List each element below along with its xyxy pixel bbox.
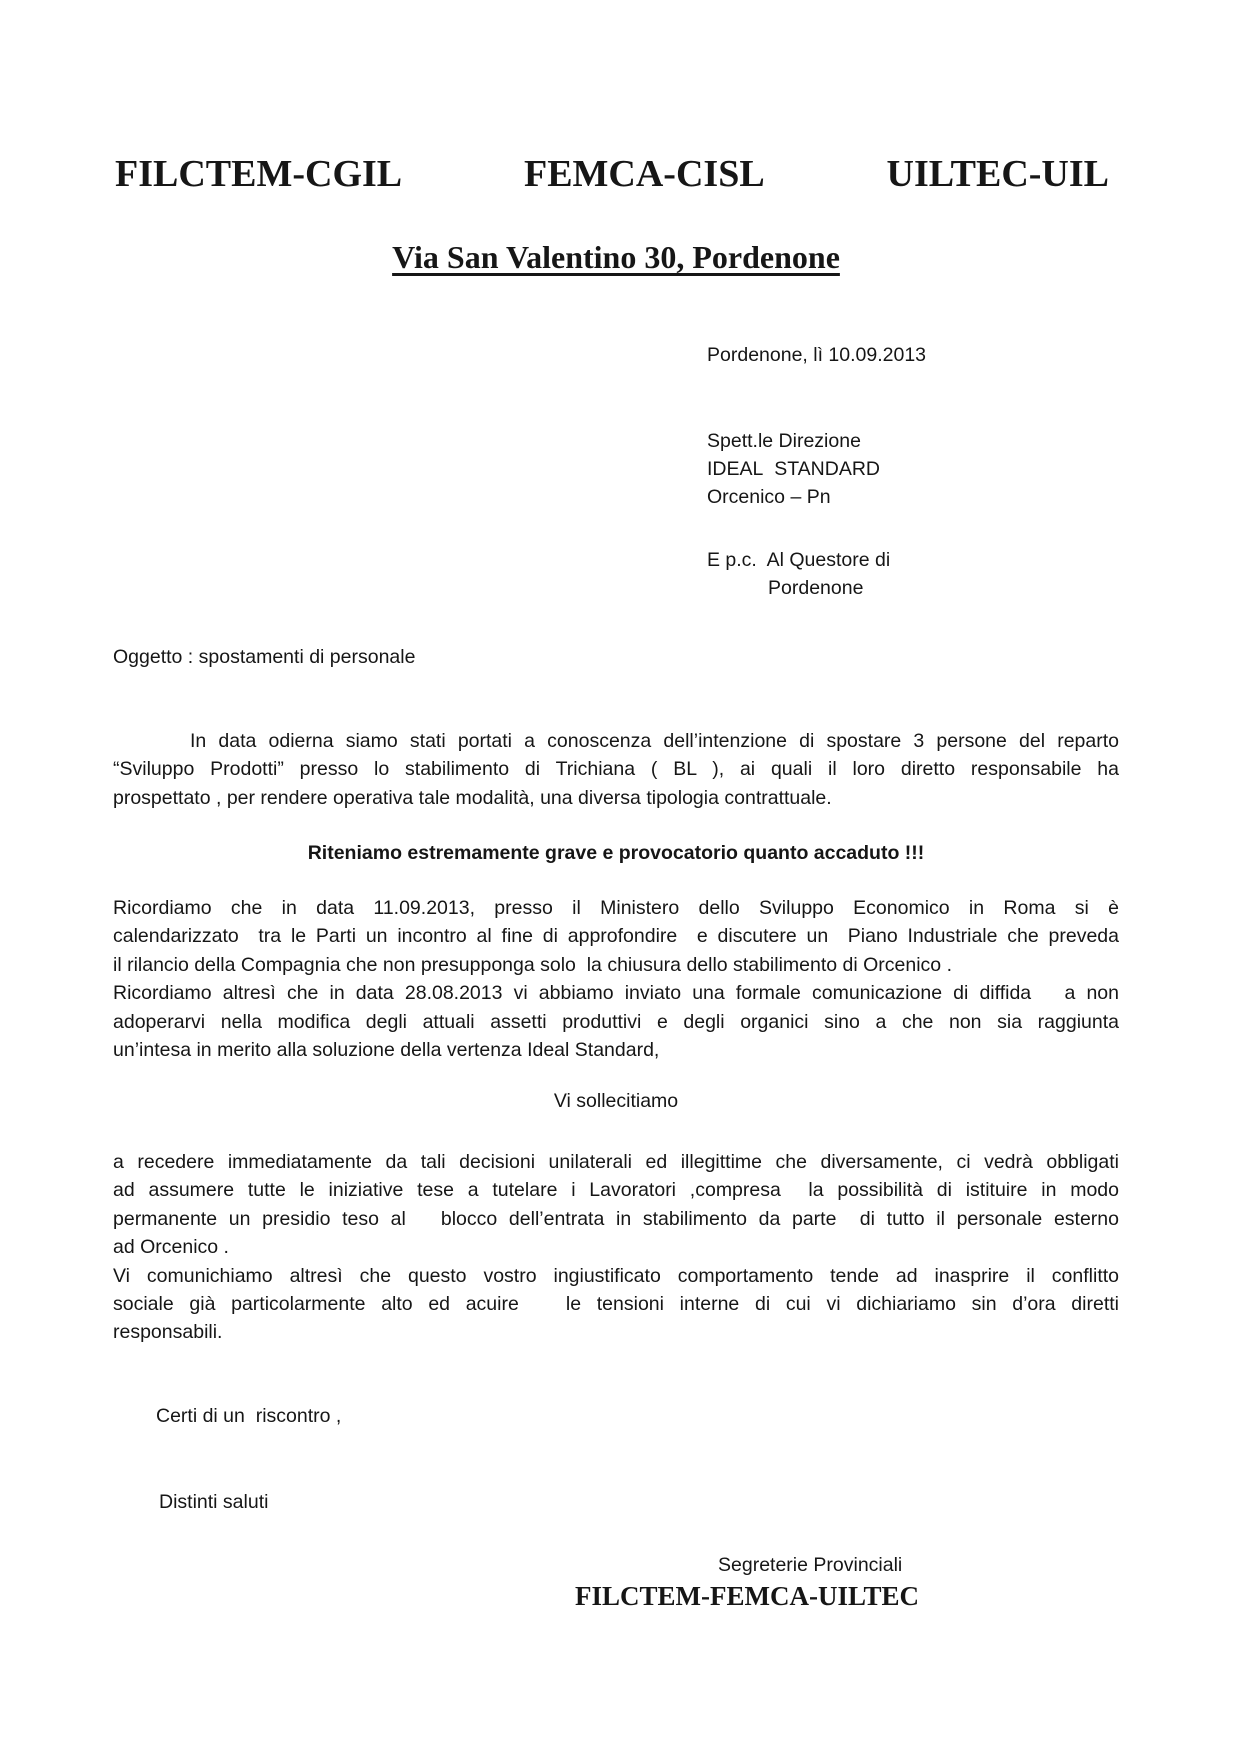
paragraph-1 — [113, 727, 1119, 812]
union-name-filctem-cgil: FILCTEM-CGIL — [115, 153, 403, 195]
cc-line-1: E p.c. Al Questore di — [707, 549, 891, 571]
cc-line-2: Pordenone — [768, 577, 864, 600]
paragraph-3-line: sociale già particolarmente alto ed acuire le tensioni interne di cui vi dichiariamo sin d’ora diretti — [113, 1293, 1119, 1316]
union-name-femca-cisl: FEMCA-CISL — [524, 153, 765, 195]
paragraph-3-line: permanente un presidio teso al blocco dell’entrata in stabilimento da parte di tutto il personale esterno — [113, 1207, 1119, 1230]
recipient-line-1: Spett.le Direzione — [707, 430, 861, 452]
paragraph-3 — [113, 1148, 1119, 1347]
paragraph-3-line: responsabili. — [113, 1321, 223, 1344]
paragraph-3-line: a recedere immediatamente da tali decisioni unilaterali ed illegittime che diversamente, ci vedrà obbligati — [113, 1151, 1119, 1173]
paragraph-3-line: Vi comunichiamo altresì che questo vostro ingiustificato comportamento tende ad inasprire il conflitto — [113, 1264, 1119, 1287]
paragraph-2-line: il rilancio della Compagnia che non presupponga solo la chiusura dello stabilimento di Orcenico . — [113, 953, 952, 976]
signature-organization: FILCTEM-FEMCA-UILTEC — [575, 1581, 920, 1611]
paragraph-2-line: Ricordiamo che in data 11.09.2013, presso il Ministero dello Sviluppo Economico in Roma si è — [113, 897, 1119, 919]
paragraph-3-line: ad Orcenico . — [113, 1236, 229, 1259]
cc-block — [707, 546, 890, 602]
signature-role: Segreterie Provinciali — [718, 1554, 903, 1576]
dateline: Pordenone, lì 10.09.2013 — [707, 344, 927, 366]
closing-line-saluti: Distinti saluti — [159, 1491, 269, 1513]
paragraph-3-line: ad assumere tutte le iniziative tese a tutelare i Lavoratori ,compresa la possibilità di istituire in modo — [113, 1179, 1119, 1202]
union-name-uiltec-uil: UILTEC-UIL — [886, 153, 1109, 195]
paragraph-2-line: un’intesa in merito alla soluzione della vertenza Ideal Standard, — [113, 1039, 660, 1062]
paragraph-2-line: Ricordiamo altresì che in data 28.08.2013 vi abbiamo inviato una formale comunicazione di diffida a non — [113, 982, 1119, 1005]
recipient-line-3: Orcenico – Pn — [707, 486, 831, 509]
paragraph-2-line: adoperarvi nella modifica degli attuali assetti produttivi e degli organici sino a che non sia raggiunta — [113, 1010, 1119, 1033]
subject-line: Oggetto : spostamenti di personale — [113, 646, 416, 668]
paragraph-2 — [113, 894, 1119, 1064]
emphasis-statement: Riteniamo estremamente grave e provocatorio quanto accaduto !!! — [307, 842, 925, 864]
union-names-header — [115, 152, 1109, 196]
recipient-block — [707, 427, 880, 512]
callout-line: Vi sollecitiamo — [553, 1090, 679, 1112]
paragraph-1-line: In data odierna siamo stati portati a conoscenza dell’intenzione di spostare 3 persone del reparto — [190, 730, 1119, 752]
union-address-line: Via San Valentino 30, Pordenone — [392, 239, 840, 275]
paragraph-2-line: calendarizzato tra le Parti un incontro al fine di approfondire e discutere un Piano Industriale che preveda — [113, 925, 1119, 948]
recipient-line-2: IDEAL STANDARD — [707, 458, 881, 481]
paragraph-1-line: prospettato , per rendere operativa tale modalità, una diversa tipologia contrattuale. — [113, 786, 832, 809]
closing-line-riscontro: Certi di un riscontro , — [156, 1405, 342, 1427]
paragraph-1-line: “Sviluppo Prodotti” presso lo stabilimento di Trichiana ( BL ), ai quali il loro diretto responsabile ha — [113, 758, 1119, 781]
